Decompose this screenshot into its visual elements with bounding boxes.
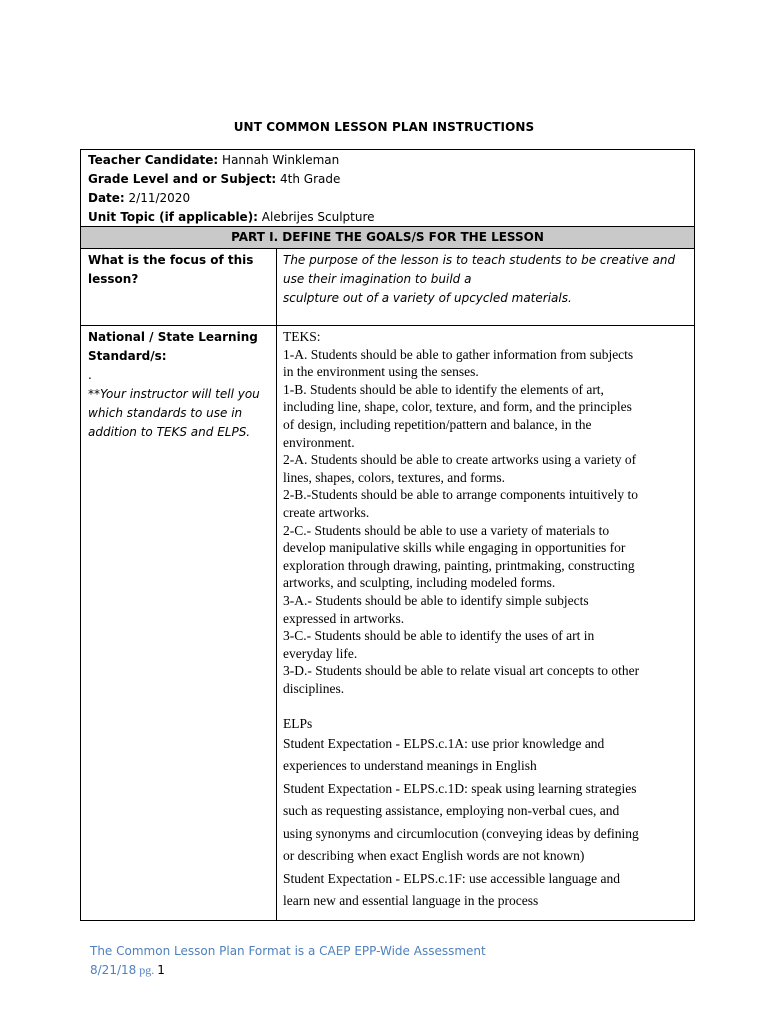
grade-level-row: [88, 170, 694, 189]
elps-line: or describing when exact English words are not known): [283, 848, 585, 864]
teks-line: 2-A. Students should be able to create artworks using a variety of: [283, 452, 637, 468]
teks-line: 2-C.- Students should be able to use a variety of materials to: [283, 522, 610, 538]
grade-level-value: 4th Grade: [276, 172, 341, 186]
page-number: 1: [157, 963, 165, 977]
date-row: [88, 189, 694, 208]
document-title: UNT COMMON LESSON PLAN INSTRUCTIONS: [233, 120, 535, 134]
elps-line: such as requesting assistance, employing non-verbal cues, and: [283, 803, 620, 819]
elps-heading: ELPs: [283, 716, 313, 732]
unit-topic-label: Unit Topic (if applicable):: [88, 210, 258, 224]
teks-line: 3-D.- Students should be able to relate visual art concepts to other: [283, 663, 640, 679]
elps-line: learn new and essential language in the process: [283, 893, 539, 909]
page-footer: [90, 942, 486, 980]
teks-line: create artworks.: [283, 504, 370, 520]
unit-topic-row: [88, 208, 694, 227]
elps-line: Student Expectation - ELPS.c.1F: use accessible language and: [283, 870, 621, 886]
elps-line: experiences to understand meanings in English: [283, 758, 537, 774]
teks-line: develop manipulative skills while engaging in opportunities for: [283, 540, 626, 556]
teks-line: of design, including repetition/pattern and balance, in the: [283, 416, 592, 432]
teks-line: environment.: [283, 434, 355, 450]
teks-line: everyday life.: [283, 645, 358, 661]
footer-date: 8/21/18: [90, 963, 137, 977]
focus-answer-line: sculpture out of a variety of upcycled materials.: [283, 291, 572, 305]
teks-line: 2-B.-Students should be able to arrange components intuitively to: [283, 487, 639, 503]
teks-list: [283, 328, 688, 733]
footer-assessment-note: The Common Lesson Plan Format is a CAEP EPP-Wide Assessment: [90, 944, 486, 958]
standards-label-cell: [81, 326, 277, 920]
lesson-plan-table: [80, 149, 695, 921]
teks-line: 1-B. Students should be able to identify the elements of art,: [283, 381, 604, 397]
focus-answer-line: use their imagination to build a: [283, 272, 472, 286]
teacher-candidate-value: Hannah Winkleman: [218, 153, 340, 167]
lesson-info-block: [81, 150, 694, 227]
standards-dot: .: [88, 368, 92, 382]
standards-content-cell: [277, 326, 694, 920]
standards-row: [81, 326, 694, 920]
teks-line: TEKS:: [283, 329, 321, 344]
date-value: 2/11/2020: [124, 191, 191, 205]
unit-topic-value: Alebrijes Sculpture: [257, 210, 375, 224]
teks-line: 1-A. Students should be able to gather information from subjects: [283, 346, 634, 362]
teks-line: expressed in artworks.: [283, 610, 405, 626]
grade-level-label: Grade Level and or Subject:: [88, 172, 277, 186]
teks-line: including line, shape, color, texture, and form, and the principles: [283, 399, 632, 415]
teks-line: lines, shapes, colors, textures, and forms.: [283, 469, 505, 485]
teacher-candidate-label: Teacher Candidate:: [88, 153, 219, 167]
part-one-heading: PART I. DEFINE THE GOALS/S FOR THE LESSON: [81, 227, 694, 249]
teks-line: 3-C.- Students should be able to identify the uses of art in: [283, 628, 595, 644]
teks-line: 3-A.- Students should be able to identify simple subjects: [283, 592, 589, 608]
footer-date-page: [90, 961, 486, 980]
focus-question-cell: [81, 249, 277, 325]
focus-row: [81, 249, 694, 326]
teks-line: artworks, and sculpting, including modeled forms.: [283, 575, 556, 591]
teks-line: disciplines.: [283, 680, 345, 696]
spacer: [283, 697, 688, 715]
elps-line: Student Expectation - ELPS.c.1A: use prior knowledge and: [283, 735, 605, 751]
focus-question: What is the focus of this lesson?: [88, 253, 254, 286]
elps-line: Student Expectation - ELPS.c.1D: speak using learning strategies: [283, 780, 637, 796]
standards-label: National / State Learning Standard/s:: [88, 330, 258, 363]
teacher-candidate-row: [88, 151, 694, 170]
teks-line: in the environment using the senses.: [283, 364, 479, 380]
focus-answer-line: The purpose of the lesson is to teach students to be creative and: [283, 253, 676, 267]
footer-pg-label: pg.: [136, 963, 158, 977]
date-label: Date:: [88, 191, 125, 205]
elps-list: [283, 733, 688, 913]
instructor-note: **Your instructor will tell you which standards to use in addition to TEKS and ELPS.: [88, 387, 260, 439]
teks-line: exploration through drawing, painting, printmaking, constructing: [283, 557, 635, 573]
elps-line: using synonyms and circumlocution (conveying ideas by defining: [283, 825, 639, 841]
focus-answer-cell: [277, 249, 694, 325]
